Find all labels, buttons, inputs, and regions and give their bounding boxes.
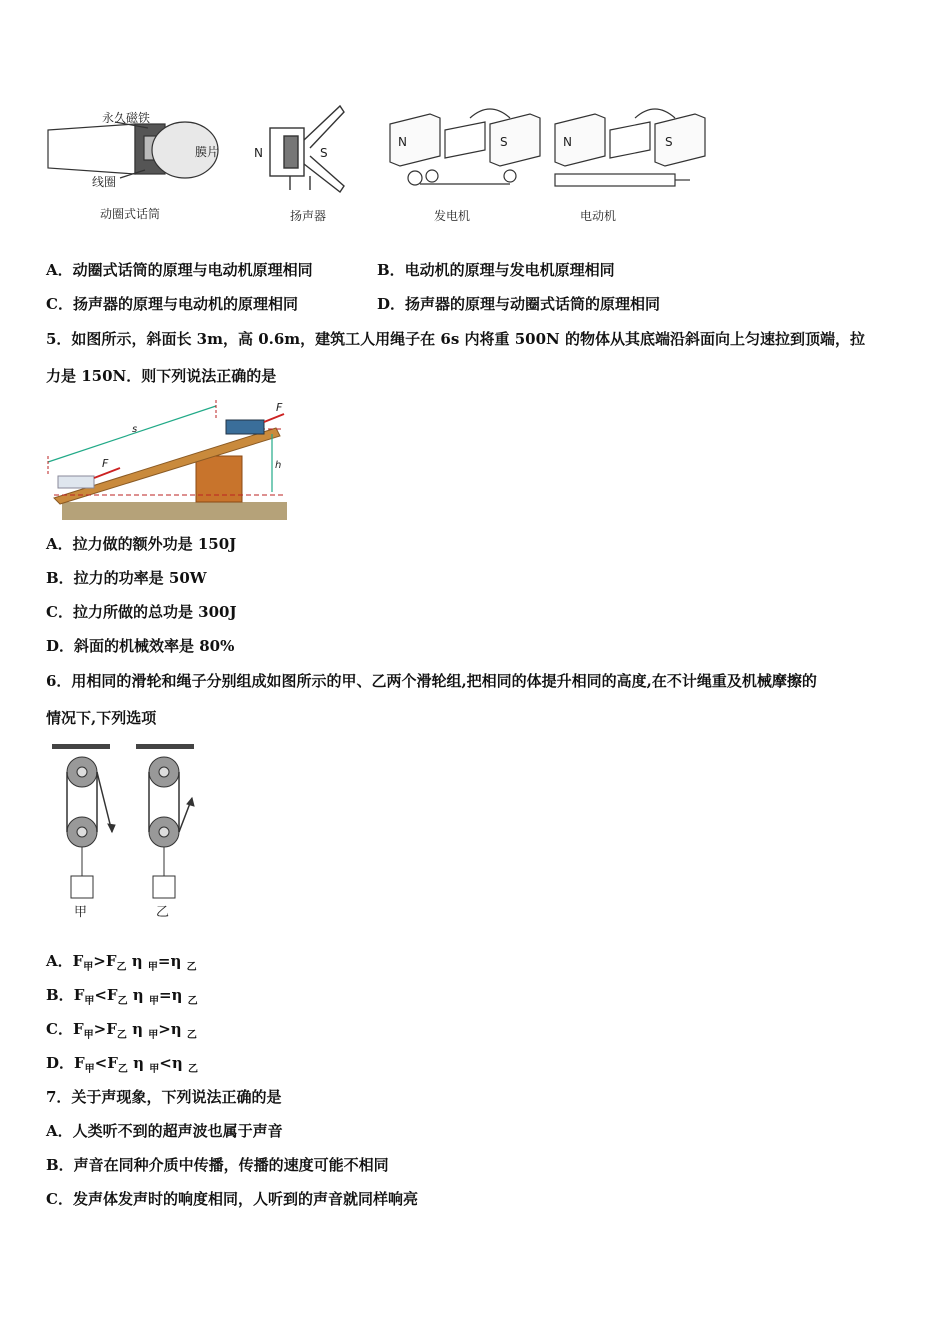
figure-pulleys bbox=[44, 740, 204, 922]
generator-drawing bbox=[390, 109, 540, 185]
q7-stem: 7．关于声现象，下列说法正确的是 bbox=[46, 1088, 282, 1106]
caption-microphone: 动圈式话筒 bbox=[100, 207, 161, 221]
speaker-n: N bbox=[254, 146, 263, 160]
incline-s: s bbox=[132, 424, 138, 435]
incline-f-bottom: F bbox=[102, 457, 109, 470]
q7-option-a: A．人类听不到的超声波也属于声音 bbox=[46, 1122, 283, 1140]
caption-motor: 电动机 bbox=[580, 209, 617, 223]
label-coil: 线圈 bbox=[92, 175, 117, 189]
generator-n: N bbox=[398, 135, 407, 149]
pulley-yi bbox=[149, 757, 194, 898]
figure-incline bbox=[44, 398, 294, 523]
q6-option-a: A．$F_甲>F_乙$ η $_甲$=η $_乙$ bbox=[46, 952, 197, 973]
motor-n: N bbox=[563, 135, 572, 149]
q6-stem-line1: 6．用相同的滑轮和绳子分别组成如图所示的甲、乙两个滑轮组,把相同的体提升相同的高度,在不计绳重及机械摩擦的 bbox=[46, 672, 817, 690]
speaker-s: S bbox=[320, 146, 328, 160]
microphone-drawing bbox=[48, 122, 218, 178]
pulley-jia bbox=[67, 757, 115, 898]
q6-option-d: D．$F_甲<F_乙$ η $_甲$<η $_乙$ bbox=[46, 1054, 198, 1075]
q5-option-c: C．拉力所做的总功是 300J bbox=[46, 603, 237, 621]
motor-drawing bbox=[555, 109, 705, 186]
q6-option-c: C．$F_甲>F_乙$ η $_甲$>η $_乙$ bbox=[46, 1020, 197, 1041]
incline-f-top: F bbox=[276, 401, 283, 414]
pulley-illustration bbox=[44, 740, 204, 922]
q7-option-b: B．声音在同种介质中传播，传播的速度可能不相同 bbox=[46, 1156, 389, 1174]
label-diaphragm: 膜片 bbox=[195, 145, 220, 159]
incline-illustration bbox=[44, 398, 294, 523]
q5-stem-line1: 5．如图所示，斜面长 3m，高 0.6m，建筑工人用绳子在 6s 内将重 500N 的物体从其底端沿斜面向上匀速拉到顶端，拉 bbox=[46, 330, 865, 348]
pulley-label-jia: 甲 bbox=[74, 905, 88, 920]
label-magnet: 永久磁铁 bbox=[102, 111, 151, 125]
speaker-drawing bbox=[270, 106, 344, 192]
motor-s: S bbox=[665, 135, 673, 149]
q7-option-c: C．发声体发声时的响度相同，人听到的声音就同样响亮 bbox=[46, 1190, 418, 1208]
q6-stem-line2: 情况下,下列选项 bbox=[46, 709, 157, 727]
caption-speaker: 扬声器 bbox=[290, 209, 327, 223]
q4-option-c: C．扬声器的原理与电动机的原理相同 bbox=[46, 295, 298, 313]
pulley-label-yi: 乙 bbox=[156, 905, 170, 920]
caption-generator: 发电机 bbox=[434, 209, 471, 223]
generator-s: S bbox=[500, 135, 508, 149]
q4-option-a: A．动圈式话筒的原理与电动机原理相同 bbox=[46, 261, 313, 279]
q6-option-b: B．$F_甲<F_乙$ η $_甲$=η $_乙$ bbox=[46, 986, 198, 1007]
q5-option-b: B．拉力的功率是 50W bbox=[46, 569, 207, 587]
q5-option-a: A．拉力做的额外功是 150J bbox=[46, 535, 237, 553]
incline-h: h bbox=[275, 460, 282, 471]
q5-stem-line2: 力是 150N．则下列说法正确的是 bbox=[46, 367, 277, 385]
q4-option-b: B．电动机的原理与发电机原理相同 bbox=[377, 261, 615, 279]
q5-option-d: D．斜面的机械效率是 80% bbox=[46, 637, 235, 655]
q4-option-d: D．扬声器的原理与动圈式话筒的原理相同 bbox=[377, 295, 661, 313]
